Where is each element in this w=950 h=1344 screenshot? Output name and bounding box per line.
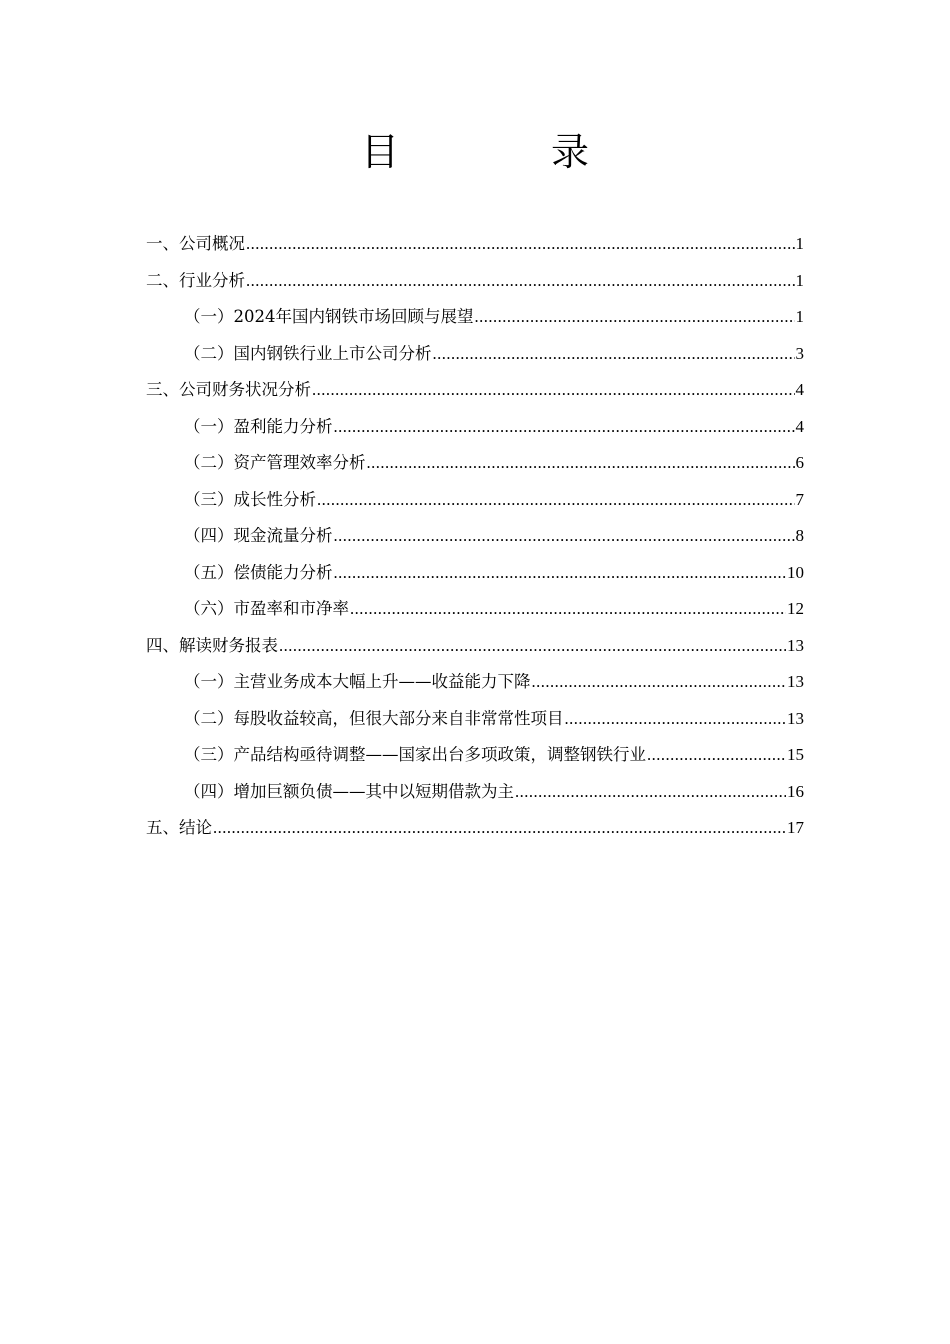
toc-entry-label: （六）市盈率和市净率 — [184, 599, 349, 618]
toc-entry-page: 15 — [787, 745, 804, 764]
toc-entry-page: 1 — [795, 270, 804, 290]
toc-entry[interactable] — [146, 372, 804, 409]
toc-entry-page: 13 — [787, 708, 804, 728]
toc-entry-page: 1 — [795, 234, 804, 253]
toc-entry[interactable] — [146, 299, 804, 336]
toc-entry-label: （一）2024年国内钢铁市场回顾与展望 — [184, 307, 474, 326]
toc-entry-label: （五）偿债能力分析 — [184, 562, 333, 582]
toc-entry[interactable] — [146, 628, 804, 665]
toc-entry-page: 8 — [795, 526, 804, 545]
toc-entry-label: 二、行业分析 — [146, 270, 245, 290]
toc-entry[interactable] — [146, 263, 804, 300]
toc-entry[interactable] — [146, 555, 804, 592]
toc-entry-page: 1 — [795, 307, 804, 326]
toc-dot-leader — [532, 664, 787, 701]
toc-entry-label: 三、公司财务状况分析 — [146, 380, 311, 399]
toc-entry-label: 一、公司概况 — [146, 234, 245, 253]
toc-dot-leader — [565, 701, 787, 738]
toc-entry-label: 五、结论 — [146, 818, 212, 837]
toc-entry-page: 16 — [787, 781, 804, 801]
toc-dot-leader — [312, 372, 795, 409]
toc-entry[interactable] — [146, 810, 804, 847]
toc-dot-leader — [647, 737, 786, 774]
toc-entry-page: 4 — [795, 416, 804, 436]
toc-dot-leader — [334, 409, 795, 446]
toc-entry-label: （二）每股收益较高，但很大部分来自非常常性项目 — [184, 708, 564, 728]
toc-dot-leader — [213, 810, 786, 847]
toc-dot-leader — [475, 299, 795, 336]
toc-dot-leader — [246, 226, 795, 263]
toc-entry-page: 10 — [787, 562, 804, 582]
toc-list — [146, 226, 804, 847]
toc-entry[interactable] — [146, 664, 804, 701]
toc-dot-leader — [279, 628, 786, 665]
toc-entry-page: 3 — [795, 343, 804, 363]
toc-entry-page: 6 — [795, 453, 804, 472]
toc-dot-leader — [433, 336, 795, 373]
toc-entry-page: 7 — [795, 489, 804, 509]
toc-entry-page: 12 — [787, 599, 804, 618]
toc-entry-page: 13 — [787, 635, 804, 655]
toc-entry-label: （二）资产管理效率分析 — [184, 453, 366, 472]
toc-dot-leader — [334, 518, 795, 555]
toc-entry-label: （三）成长性分析 — [184, 489, 316, 509]
toc-entry[interactable] — [146, 737, 804, 774]
toc-dot-leader — [317, 482, 795, 519]
toc-entry[interactable] — [146, 774, 804, 811]
toc-entry[interactable] — [146, 518, 804, 555]
toc-entry-label: （四）增加巨额负债——其中以短期借款为主 — [184, 781, 514, 801]
toc-entry-label: （一）主营业务成本大幅上升——收益能力下降 — [184, 672, 531, 691]
toc-entry[interactable] — [146, 226, 804, 263]
toc-entry[interactable] — [146, 701, 804, 738]
toc-entry[interactable] — [146, 591, 804, 628]
toc-dot-leader — [515, 774, 786, 811]
toc-entry-page: 13 — [787, 672, 804, 691]
toc-entry[interactable] — [146, 482, 804, 519]
toc-entry-label: （四）现金流量分析 — [184, 526, 333, 545]
toc-entry[interactable] — [146, 445, 804, 482]
toc-entry[interactable] — [146, 409, 804, 446]
toc-dot-leader — [246, 263, 795, 300]
toc-entry-page: 4 — [795, 380, 804, 399]
toc-title: 目 录 — [360, 130, 660, 174]
toc-dot-leader — [367, 445, 795, 482]
toc-entry[interactable] — [146, 336, 804, 373]
toc-entry-page: 17 — [787, 818, 804, 837]
toc-entry-label: （三）产品结构亟待调整——国家出台多项政策，调整钢铁行业 — [184, 745, 646, 764]
toc-entry-label: 四、解读财务报表 — [146, 635, 278, 655]
toc-entry-label: （二）国内钢铁行业上市公司分析 — [184, 343, 432, 363]
toc-dot-leader — [350, 591, 786, 628]
toc-entry-label: （一）盈利能力分析 — [184, 416, 333, 436]
toc-dot-leader — [334, 555, 787, 592]
